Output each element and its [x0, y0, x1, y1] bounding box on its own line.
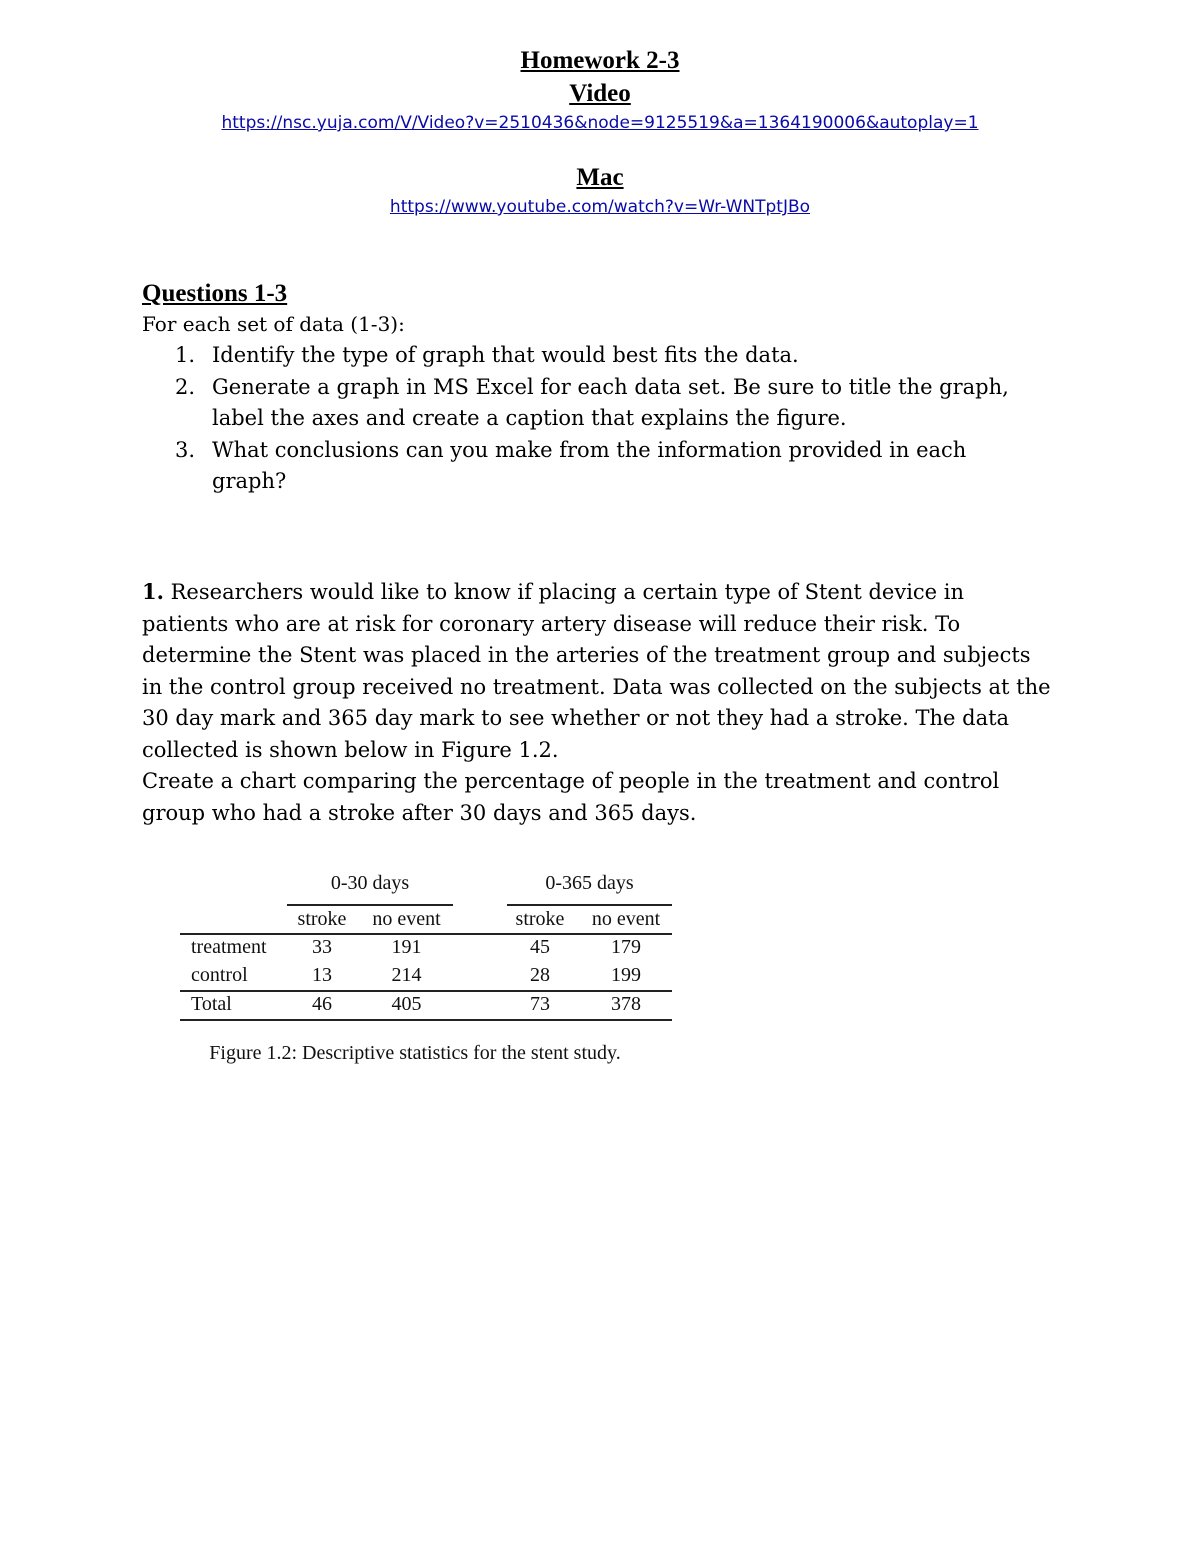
question-number: 1.	[175, 343, 196, 367]
table-cell: 199	[611, 964, 641, 986]
table-cell: 405	[391, 993, 422, 1015]
row-label-control: control	[191, 964, 248, 986]
question-number: 3.	[175, 438, 196, 462]
group-header-30-days: 0-30 days	[330, 872, 410, 894]
column-header-stroke: stroke	[297, 908, 347, 930]
group-header-365-days: 0-365 days	[545, 872, 634, 894]
questions-intro: For each set of data (1-3):	[142, 312, 405, 336]
problem-1-task: Create a chart comparing the percentage of people in the treatment and control group who had a stroke after 30 days and 365 days.	[142, 769, 1000, 825]
table-cell: 33	[312, 936, 332, 958]
question-text: What conclusions can you make from the information provided in each graph?	[212, 438, 967, 493]
table-cell: 214	[391, 964, 422, 986]
question-item	[142, 435, 1042, 497]
problem-1	[142, 576, 1052, 829]
table-cell: 73	[530, 993, 550, 1015]
questions-list	[142, 340, 1042, 498]
row-label-total: Total	[191, 993, 232, 1015]
table-cell: 179	[611, 936, 641, 958]
table-cell: 13	[312, 964, 332, 986]
question-text: Generate a graph in MS Excel for each data set. Be sure to title the graph, label the axes and create a caption that explains the figure.	[212, 375, 1009, 430]
questions-heading: Questions 1-3	[142, 280, 288, 307]
table-cell: 378	[611, 993, 641, 1015]
video-link[interactable]: https://nsc.yuja.com/V/Video?v=2510436&node=9125519&a=1364190006&autoplay=1	[221, 113, 979, 133]
question-item	[142, 340, 1042, 371]
table-cell: 46	[312, 993, 332, 1015]
table-cell: 28	[530, 964, 550, 986]
problem-1-text: Researchers would like to know if placing a certain type of Stent device in patients who are at risk for coronary artery disease will reduce their risk. To determine the Stent was placed in the arteries of the treatment group and subjects in the control group received no treatment. Data was collected on the subjects at the 30 day mark and 365 day mark to see whether or not they had a stroke. The data collected is shown below in Figure 1.2.	[142, 580, 1051, 762]
mac-heading: Mac	[576, 164, 624, 191]
question-text: Identify the type of graph that would best fits the data.	[212, 343, 799, 367]
problem-1-description	[142, 576, 1052, 766]
table-cell: 191	[391, 936, 422, 958]
document-title: Homework 2-3	[520, 47, 680, 74]
problem-number: 1.	[142, 579, 164, 604]
column-header-no-event: no event	[372, 908, 441, 930]
column-header-stroke: stroke	[515, 908, 565, 930]
table-rule	[180, 1019, 672, 1021]
row-label-treatment: treatment	[191, 936, 267, 958]
mac-link[interactable]: https://www.youtube.com/watch?v=Wr-WNTptJBo	[389, 197, 811, 217]
video-heading: Video	[569, 80, 631, 107]
table-cell: 45	[530, 936, 550, 958]
question-item	[142, 372, 1042, 434]
figure-caption: Figure 1.2: Descriptive statistics for the stent study.	[209, 1042, 621, 1064]
column-header-no-event: no event	[591, 908, 661, 930]
question-number: 2.	[175, 375, 196, 399]
